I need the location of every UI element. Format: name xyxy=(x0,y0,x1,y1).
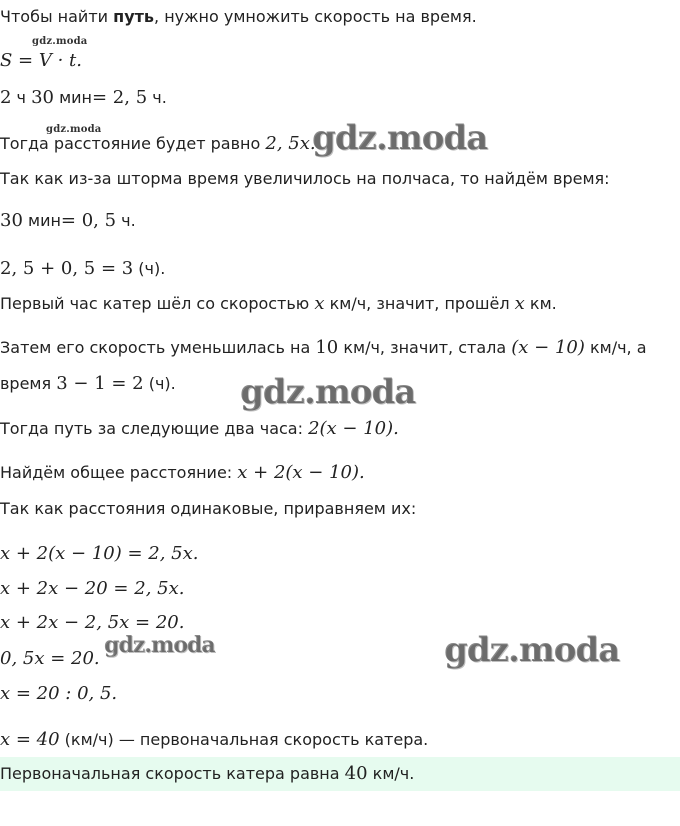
text: Чтобы найти xyxy=(0,7,114,26)
text-line-storm xyxy=(0,168,610,190)
equation-3 xyxy=(0,612,184,634)
text: Так как из-за шторма время увеличилось на полчаса, то найдём время: xyxy=(0,169,610,188)
text: Первый час катер шёл со скоростью xyxy=(0,294,315,313)
math: x = 20 : 0, 5. xyxy=(0,683,118,704)
math: 30 xyxy=(0,210,23,231)
watermark-big: gdz.moda xyxy=(312,118,488,158)
text: мин xyxy=(53,88,92,107)
text-line-second-path xyxy=(0,418,399,440)
watermark-big: gdz.moda xyxy=(444,630,620,670)
text: км. xyxy=(524,294,557,313)
text: ч. xyxy=(116,211,136,230)
text: Найдём общее расстояние: xyxy=(0,463,238,482)
text-line-speed-decrease xyxy=(0,337,647,359)
text: Тогда расстояние будет равно xyxy=(0,134,266,153)
math: x xyxy=(314,293,325,314)
math: x + 2(x − 10) = 2, 5x. xyxy=(0,543,199,564)
math: 2, 5 + 0, 5 = 3 xyxy=(0,258,134,279)
text: ч. xyxy=(147,88,167,107)
text-line-equate xyxy=(0,498,416,520)
equation-4 xyxy=(0,648,100,670)
math: 10 xyxy=(315,337,339,358)
watermark-small: gdz.moda xyxy=(32,36,88,47)
equation-1 xyxy=(0,543,199,565)
watermark-small: gdz.moda xyxy=(46,124,102,135)
text: км/ч, значит, прошёл xyxy=(324,294,515,313)
text: (ч). xyxy=(133,259,166,278)
math: 3 − 1 = 2 xyxy=(56,373,144,394)
watermark-big: gdz.moda xyxy=(104,632,215,658)
text-line-first-hour xyxy=(0,293,557,315)
bold-term: путь xyxy=(113,7,155,26)
text: , нужно умножить скорость на время. xyxy=(154,7,477,26)
text: км/ч, а xyxy=(584,338,647,357)
text: Затем его скорость уменьшилась на xyxy=(0,338,316,357)
formula: S = V · t. xyxy=(0,50,82,71)
math: 2 xyxy=(0,87,12,108)
text: км/ч. xyxy=(367,764,415,783)
text: км/ч, значит, стала xyxy=(338,338,512,357)
text: (км/ч) — первоначальная скорость катера. xyxy=(59,730,429,749)
text: Так как расстояния одинаковые, приравняем их: xyxy=(0,499,417,518)
math: 30 xyxy=(31,87,54,108)
math: 2(x − 10). xyxy=(308,418,399,439)
watermark-big: gdz.moda xyxy=(240,372,416,412)
text: мин xyxy=(22,211,61,230)
text: ч xyxy=(11,88,32,107)
math: x + 2x − 2, 5x = 20. xyxy=(0,612,185,633)
math: x xyxy=(514,293,525,314)
math: 2, 5x. xyxy=(265,133,316,154)
answer-box xyxy=(0,757,680,791)
math: 0, 5x = 20. xyxy=(0,648,100,669)
equation-5 xyxy=(0,683,117,705)
text-line-distance xyxy=(0,133,316,155)
text: Первоначальная скорость катера равна xyxy=(0,764,345,783)
text: Тогда путь за следующие два часа: xyxy=(0,419,309,438)
math: 40 xyxy=(344,763,368,784)
text-line-time-left xyxy=(0,373,176,395)
text-line-formula-intro xyxy=(0,6,477,28)
answer-text xyxy=(0,763,414,785)
math: x + 2(x − 10). xyxy=(237,462,365,483)
text: время xyxy=(0,374,57,393)
math: = 0, 5 xyxy=(60,210,117,231)
formula-line xyxy=(0,50,82,72)
text: (ч). xyxy=(143,374,176,393)
math: x = 40 xyxy=(0,729,60,750)
text-line-result xyxy=(0,729,428,751)
math: x + 2x − 20 = 2, 5x. xyxy=(0,578,185,599)
text-line-half-hour xyxy=(0,210,136,232)
text-line-total-time xyxy=(0,258,165,280)
equation-2 xyxy=(0,578,184,600)
text-line-total-distance xyxy=(0,462,365,484)
math: (x − 10) xyxy=(511,337,585,358)
math: = 2, 5 xyxy=(92,87,148,108)
text-line-conversion xyxy=(0,87,167,109)
